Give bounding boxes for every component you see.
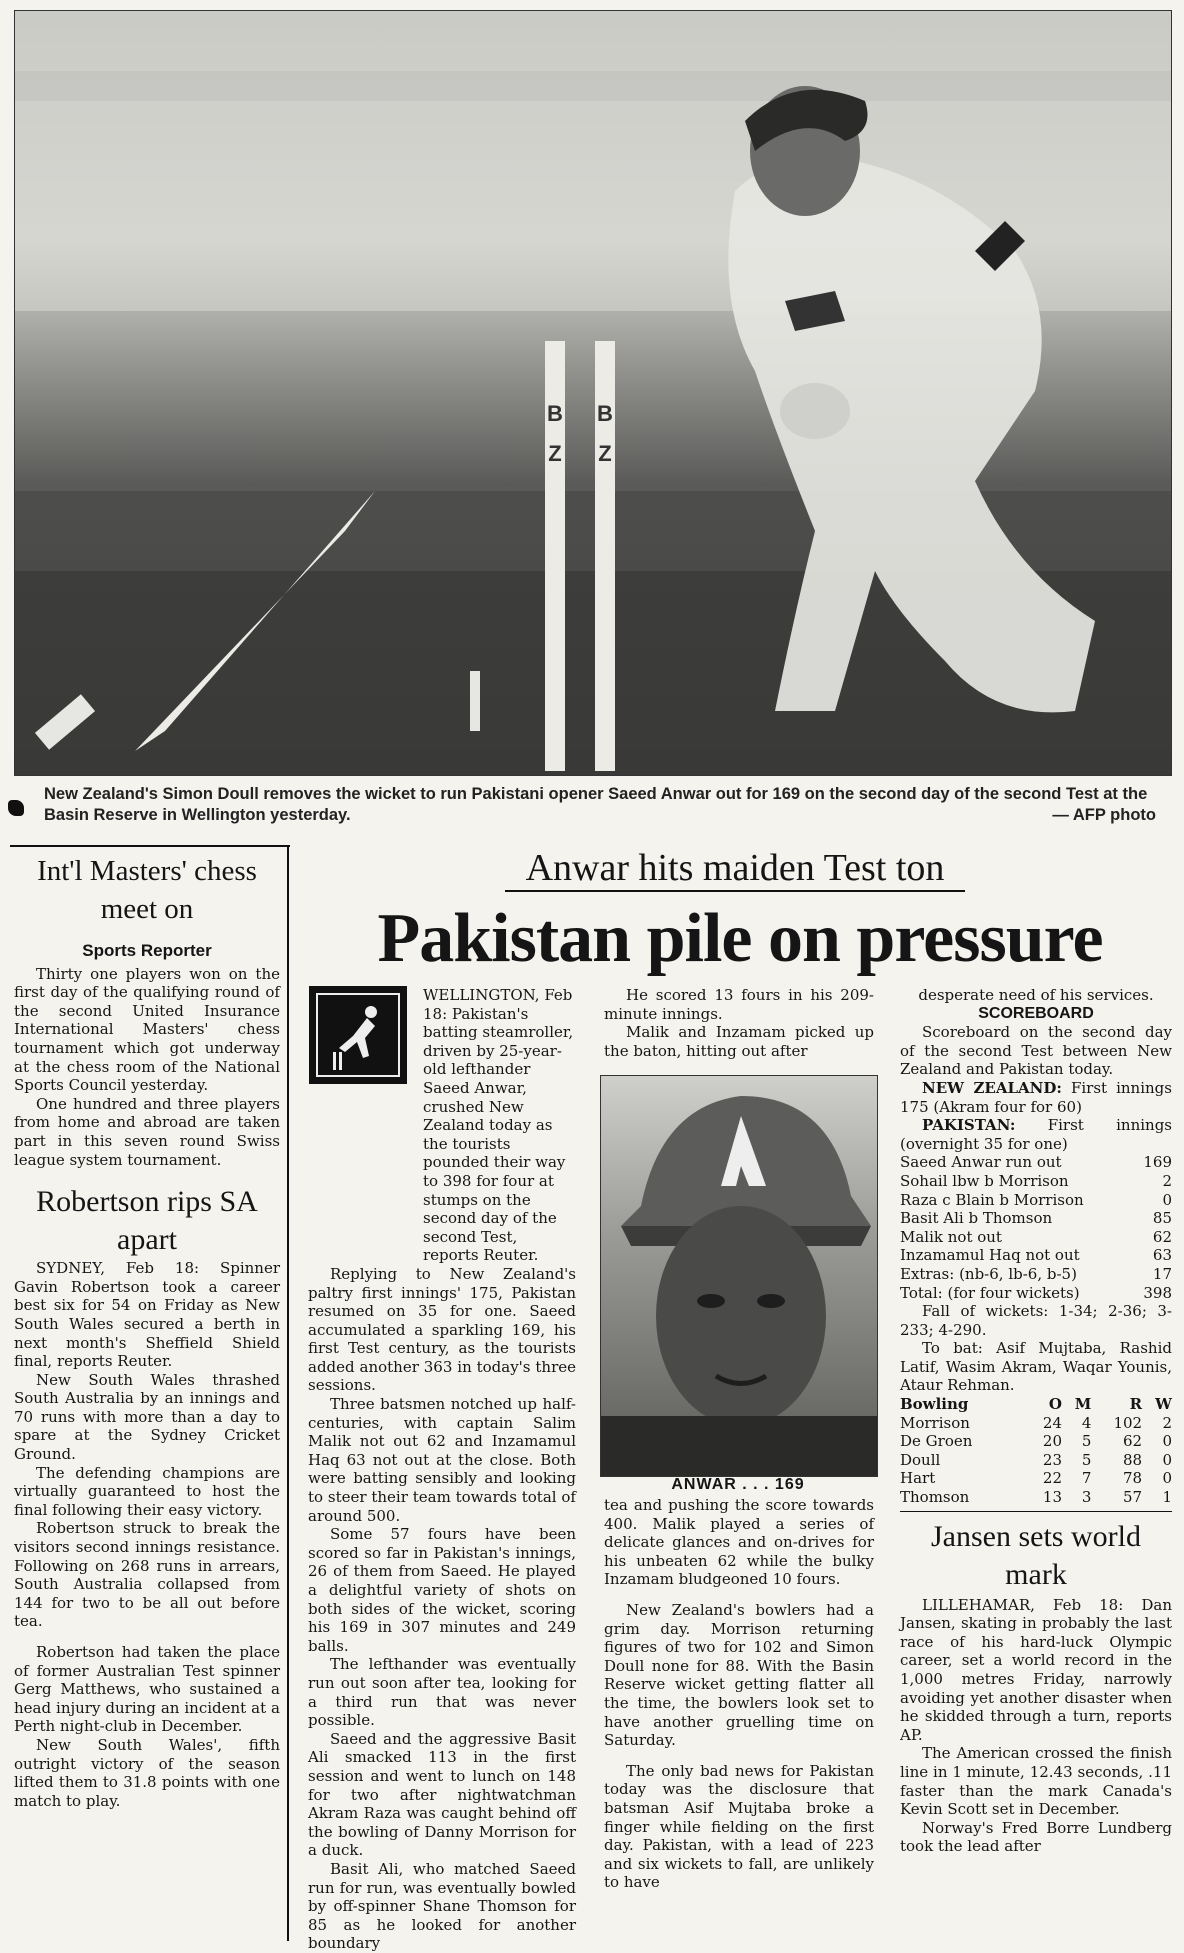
runs: 0 [1162, 1190, 1172, 1209]
batsman: Extras: (nb-6, lb-6, b-5) [900, 1264, 1077, 1283]
scoreboard-column [900, 986, 1172, 1856]
robertson-paragraph: New South Wales thrashed South Australia by an innings and 70 runs with more than a day to spare at the Sydney Cricket Ground. [14, 1370, 280, 1464]
bowling-header: Bowling [900, 1395, 969, 1414]
runs: 398 [1143, 1283, 1172, 1302]
main-paragraph: WELLINGTON, Feb 18: Pakistan's batting steamroller, driven by 25-year-old lefthander Saeed Anwar, crushed New Zealand today as the tourists pounded their way to 398 for four at stumps on the second day of the second Test, reports Reuter. [423, 986, 574, 1265]
bowling-row [900, 1469, 1172, 1488]
bowling-header: R [1129, 1395, 1143, 1414]
bowling-row [900, 1488, 1172, 1507]
robertson-paragraph: Robertson struck to break the visitors second innings resistance. Following on 268 runs in arrears, South Australia collapsed from 144 for two to be all out before tea. [14, 1519, 280, 1631]
maidens: 5 [1081, 1450, 1092, 1469]
main-column-2-bottom [604, 1496, 874, 1892]
bowler: De Groen [900, 1432, 973, 1451]
bowling-row [900, 1432, 1172, 1451]
bowler: Thomson [900, 1488, 970, 1507]
nz-text: First innings 175 (Akram four for 60) [900, 1078, 1172, 1116]
main-paragraph: Saeed and the aggressive Basit Ali smacked 113 in the first session and went to lunch on 148 for two after nightwatchman Akram Raza was caught behind off the bowling of Danny Morrison for a duck. [308, 1729, 576, 1860]
batting-row [900, 1191, 1172, 1210]
batting-row [900, 1228, 1172, 1247]
stump-letter: B [597, 401, 613, 426]
bowling-header: M [1074, 1395, 1092, 1414]
to-bat: To bat: Asif Mujtaba, Rashid Latif, Wasim Akram, Waqar Younis, Ataur Rehman. [900, 1339, 1172, 1395]
main-paragraph: desperate need of his services. [918, 986, 1154, 1004]
caption-text: New Zealand's Simon Doull removes the wicket to run Pakistani opener Saeed Anwar out for 169 on the second day of the second Test at the Basin Reserve in Wellington yesterday. [44, 785, 1148, 824]
jansen-headline: Jansen sets world mark [931, 1519, 1141, 1591]
main-kicker: Anwar hits maiden Test ton [525, 847, 945, 889]
bowling-header: W [1155, 1395, 1172, 1414]
wickets: 0 [1162, 1469, 1172, 1488]
chess-paragraph: Thirty one players won on the first day of the qualifying round of the second United Insurance International Masters' chess tournament which got underway at the chess room of the National Sports Council yesterday. [14, 964, 280, 1095]
pak-label: PAKISTAN: [922, 1116, 1016, 1135]
main-paragraph: He scored 13 fours in his 209-minute innings. [604, 986, 874, 1023]
batting-row [900, 1172, 1172, 1191]
scoreboard-title: SCOREBOARD [978, 1004, 1094, 1022]
jansen-paragraph: The American crossed the finish line in 1 minute, 12.43 seconds, .11 faster than the mark Canada's Kevin Scott set in December. [900, 1744, 1172, 1819]
bowling-row [900, 1414, 1172, 1433]
chess-paragraph: One hundred and three players from home and abroad are taken part in this seven round Swiss league system tournament. [14, 1094, 280, 1169]
robertson-paragraph: SYDNEY, Feb 18: Spinner Gavin Robertson took a career best six for 54 on Friday as New South Wales secured a berth in next month's Sheffield Shield final, reports Reuter. [14, 1259, 280, 1371]
maidens: 4 [1081, 1413, 1092, 1432]
bowler: Doull [900, 1450, 941, 1469]
bowler: Morrison [900, 1413, 970, 1432]
stump-letter: Z [598, 441, 612, 466]
batting-row [900, 1209, 1172, 1228]
nz-innings [900, 1079, 1172, 1116]
pak-innings [900, 1116, 1172, 1153]
chess-article [14, 852, 280, 1810]
overs: 20 [1042, 1432, 1062, 1451]
overs: 13 [1042, 1488, 1062, 1507]
runs-conceded: 102 [1113, 1413, 1143, 1432]
nz-label: NEW ZEALAND: [922, 1078, 1062, 1097]
batting-table [900, 1153, 1172, 1302]
main-paragraph: tea and pushing the score towards 400. Malik played a series of delicate glances and on-drives for his unbeaten 62 while the bulky Inzamam bludgeoned 10 fours. [604, 1496, 874, 1589]
caption-bullet [8, 800, 24, 816]
wickets: 0 [1162, 1450, 1172, 1469]
batting-row [900, 1284, 1172, 1303]
stump-letter: B [547, 401, 563, 426]
batsman: Raza c Blain b Morrison [900, 1190, 1084, 1209]
chess-headline: Int'l Masters' chess meet on [37, 855, 257, 925]
column-rule [10, 845, 290, 847]
overs: 22 [1042, 1469, 1062, 1488]
jansen-paragraph: LILLEHAMAR, Feb 18: Dan Jansen, skating in probably the last race of his hard-luck Olympic career, set a world record in the 1,000 metres Friday, narrowly avoiding yet another disaster when he skidded through a turn, reports AP. [900, 1595, 1172, 1744]
main-paragraph: Some 57 fours have been scored so far in Pakistan's innings, 26 of them from Saeed. He played a delightful variety of shots on both sides of the wicket, scoring his 169 in 307 minutes and 249 balls. [308, 1525, 576, 1655]
wickets: 0 [1162, 1432, 1172, 1451]
anwar-portrait [600, 1075, 878, 1477]
runs: 2 [1162, 1171, 1172, 1190]
batting-row [900, 1153, 1172, 1172]
portrait-caption: ANWAR . . . 169 [671, 1476, 805, 1493]
runs: 85 [1152, 1209, 1172, 1228]
kicker-rule [505, 890, 965, 892]
bowling-row [900, 1451, 1172, 1470]
main-paragraph: Three batsmen notched up half-centuries, with captain Salim Malik not out 62 and Inzamamul Haq 63 not out at the close. Both were batting sensibly and looking to steer their team towards total of around 500. [308, 1395, 576, 1525]
main-paragraph: Basit Ali, who matched Saeed run for run, was eventually bowled by off-spinner Shane Thomson for 85 as he looked for another boundary [308, 1859, 576, 1953]
main-paragraph: Malik and Inzamam picked up the baton, hitting out after [604, 1023, 874, 1060]
overs: 23 [1042, 1450, 1062, 1469]
photo-credit: — AFP photo [1052, 806, 1156, 824]
bowling-header: O [1048, 1395, 1062, 1414]
column-rule [287, 846, 289, 1941]
pak-text: First innings (overnight 35 for one) [900, 1116, 1172, 1153]
runs-conceded: 62 [1123, 1432, 1143, 1451]
photo-caption [44, 784, 1156, 826]
scoreboard-intro: Scoreboard on the second day of the second Test between New Zealand and Pakistan today. [900, 1023, 1172, 1079]
batsman: Saeed Anwar run out [900, 1153, 1062, 1172]
batsman: Basit Ali b Thomson [900, 1209, 1053, 1228]
runs: 17 [1152, 1264, 1172, 1283]
maidens: 7 [1081, 1469, 1092, 1488]
main-paragraph: New Zealand's bowlers had a grim day. Morrison returning figures of two for 102 and Simon Doull none for 88. With the Basin Reserve wicket getting flatter all the time, the bowlers look set to have another gruelling time on Saturday. [604, 1600, 874, 1750]
main-column-1 [308, 986, 576, 1953]
runs: 169 [1143, 1153, 1172, 1172]
runs-conceded: 88 [1123, 1450, 1143, 1469]
maidens: 3 [1081, 1488, 1092, 1507]
main-paragraph: Replying to New Zealand's paltry first innings' 175, Pakistan resumed on 35 for one. Saeed accumulated a sparkling 169, his first Test century, as the tourists added another 363 in today's three sessions. [308, 1264, 576, 1395]
maidens: 5 [1081, 1432, 1092, 1451]
runs: 63 [1152, 1246, 1172, 1265]
runs-conceded: 57 [1123, 1488, 1143, 1507]
runs-conceded: 78 [1123, 1469, 1143, 1488]
batsman: Sohail lbw b Morrison [900, 1171, 1069, 1190]
bowler: Hart [900, 1469, 936, 1488]
chess-byline: Sports Reporter [82, 941, 212, 960]
batsman: Inzamamul Haq not out [900, 1246, 1080, 1265]
batsman: Malik not out [900, 1227, 1002, 1246]
batsman: Total: (for four wickets) [900, 1283, 1080, 1302]
bowling-header-row [900, 1395, 1172, 1414]
robertson-paragraph: The defending champions are virtually guaranteed to host the final following their easy victory. [14, 1463, 280, 1519]
wickets: 2 [1162, 1413, 1172, 1432]
robertson-headline: Robertson rips SA apart [36, 1185, 258, 1257]
stump-letter: Z [548, 441, 562, 466]
wickets: 1 [1162, 1488, 1172, 1507]
robertson-paragraph: Robertson had taken the place of former Australian Test spinner Gerg Matthews, who sustained a head injury during an incident at a Perth night-club in December. [14, 1643, 280, 1736]
fall-of-wickets: Fall of wickets: 1-34; 2-36; 3-233; 4-290. [900, 1302, 1172, 1339]
robertson-paragraph: New South Wales', fifth outright victory of the season lifted them to 31.8 points with one match to play. [14, 1735, 280, 1810]
cricket-photo [14, 10, 1172, 776]
overs: 24 [1042, 1413, 1062, 1432]
main-column-2-top [604, 986, 874, 1060]
main-paragraph: The lefthander was eventually run out soon after tea, looking for a third run that was never possible. [308, 1655, 576, 1730]
main-headline: Pakistan pile on pressure [377, 900, 1103, 977]
bowling-table [900, 1395, 1172, 1507]
batting-row [900, 1246, 1172, 1265]
batting-row [900, 1265, 1172, 1284]
runs: 62 [1152, 1227, 1172, 1246]
jansen-paragraph: Norway's Fred Borre Lundberg took the lead after [900, 1818, 1172, 1856]
main-paragraph: The only bad news for Pakistan today was the disclosure that batsman Asif Mujtaba broke a finger while fielding on the first day. Pakistan, with a lead of 223 and six wickets to fall, are unlikely to have [604, 1761, 874, 1892]
